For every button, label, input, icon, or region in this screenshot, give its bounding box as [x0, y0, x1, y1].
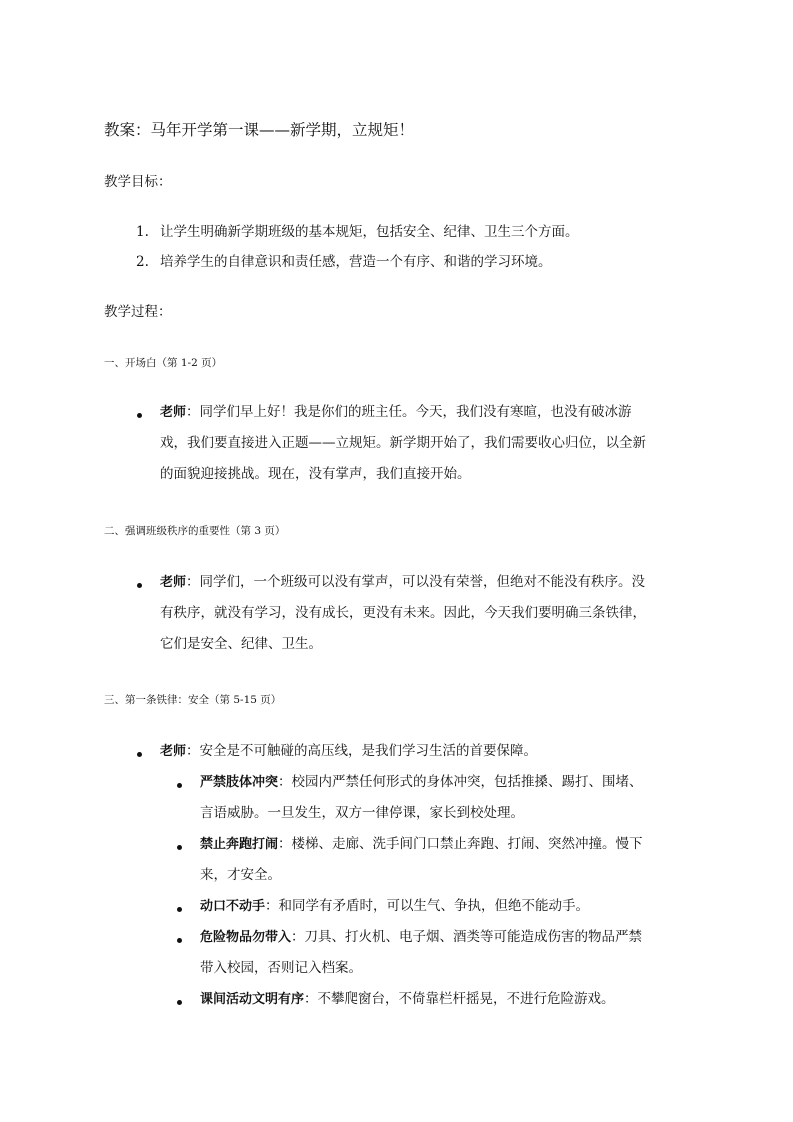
sub-bullet-icon	[177, 783, 182, 788]
teacher-line: 戏，我们要直接进入正题——立规矩。新学期开始了，我们需要收心归位，以全新	[160, 435, 646, 451]
rule-label: 动口不动手	[200, 899, 266, 914]
teacher-line: 有秩序，就没有学习，没有成长，更没有未来。因此，今天我们要明确三条铁律，	[160, 605, 646, 621]
objective-text: 让学生明确新学期班级的基本规矩，包括安全、纪律、卫生三个方面。	[160, 224, 579, 240]
rule-label: 严禁肢体冲突	[200, 775, 279, 790]
objective-number: 2.	[136, 254, 149, 270]
bullet-icon	[137, 752, 142, 757]
section-heading: 一、开场白（第 1-2 页）	[104, 357, 223, 369]
sub-bullet-icon	[177, 845, 182, 850]
rule-label: 课间活动文明有序	[200, 992, 305, 1007]
section-heading: 三、第一条铁律：安全（第 5-15 页）	[104, 694, 282, 706]
bullet-icon	[137, 413, 142, 418]
rule-line: 言语威胁。一旦发生，双方一律停课，家长到校处理。	[200, 805, 524, 821]
rule-item: 禁止奔跑打闹：楼梯、走廊、洗手间门口禁止奔跑、打闹、突然冲撞。慢下	[200, 836, 643, 852]
rule-line: 带入校园，否则记入档案。	[200, 960, 362, 976]
rule-line: 来，才安全。	[200, 867, 281, 883]
teacher-line: 的面貌迎接挑战。现在，没有掌声，我们直接开始。	[160, 466, 471, 482]
objective-item	[136, 220, 579, 240]
objectives-heading: 教学目标：	[104, 174, 172, 190]
sub-bullet-icon	[177, 938, 182, 943]
teacher-label: 老师	[160, 744, 187, 759]
teacher-line: 它们是安全、纪律、卫生。	[160, 636, 322, 652]
teacher-line: 老师：同学们早上好！我是你们的班主任。今天，我们没有寒暄，也没有破冰游	[160, 404, 632, 420]
section-heading: 二、强调班级秩序的重要性（第 3 页）	[104, 525, 286, 537]
rule-label: 危险物品勿带入	[200, 930, 292, 945]
objective-item	[136, 250, 552, 270]
rule-label: 禁止奔跑打闹	[200, 837, 279, 852]
rule-item: 危险物品勿带入：刀具、打火机、电子烟、酒类等可能造成伤害的物品严禁	[200, 929, 643, 945]
objective-text: 培养学生的自律意识和责任感，营造一个有序、和谐的学习环境。	[160, 254, 552, 270]
teacher-line: 老师：安全是不可触碰的高压线，是我们学习生活的首要保障。	[160, 743, 538, 759]
teacher-line: 老师：同学们，一个班级可以没有掌声，可以没有荣誉，但绝对不能没有秩序。没	[160, 574, 646, 590]
rule-item: 严禁肢体冲突：校园内严禁任何形式的身体冲突，包括推搡、踢打、围堵、	[200, 774, 643, 790]
rule-item: 动口不动手：和同学有矛盾时，可以生气、争执，但绝不能动手。	[200, 898, 590, 914]
document-title: 教案：马年开学第一课——新学期，立规矩！	[104, 121, 415, 139]
rule-item: 课间活动文明有序：不攀爬窗台，不倚靠栏杆摇晃，不进行危险游戏。	[200, 991, 615, 1007]
bullet-icon	[137, 583, 142, 588]
sub-bullet-icon	[177, 1000, 182, 1005]
process-heading: 教学过程：	[104, 304, 172, 320]
teacher-label: 老师	[160, 575, 187, 590]
sub-bullet-icon	[177, 907, 182, 912]
objective-number: 1.	[136, 224, 149, 240]
teacher-label: 老师	[160, 405, 187, 420]
